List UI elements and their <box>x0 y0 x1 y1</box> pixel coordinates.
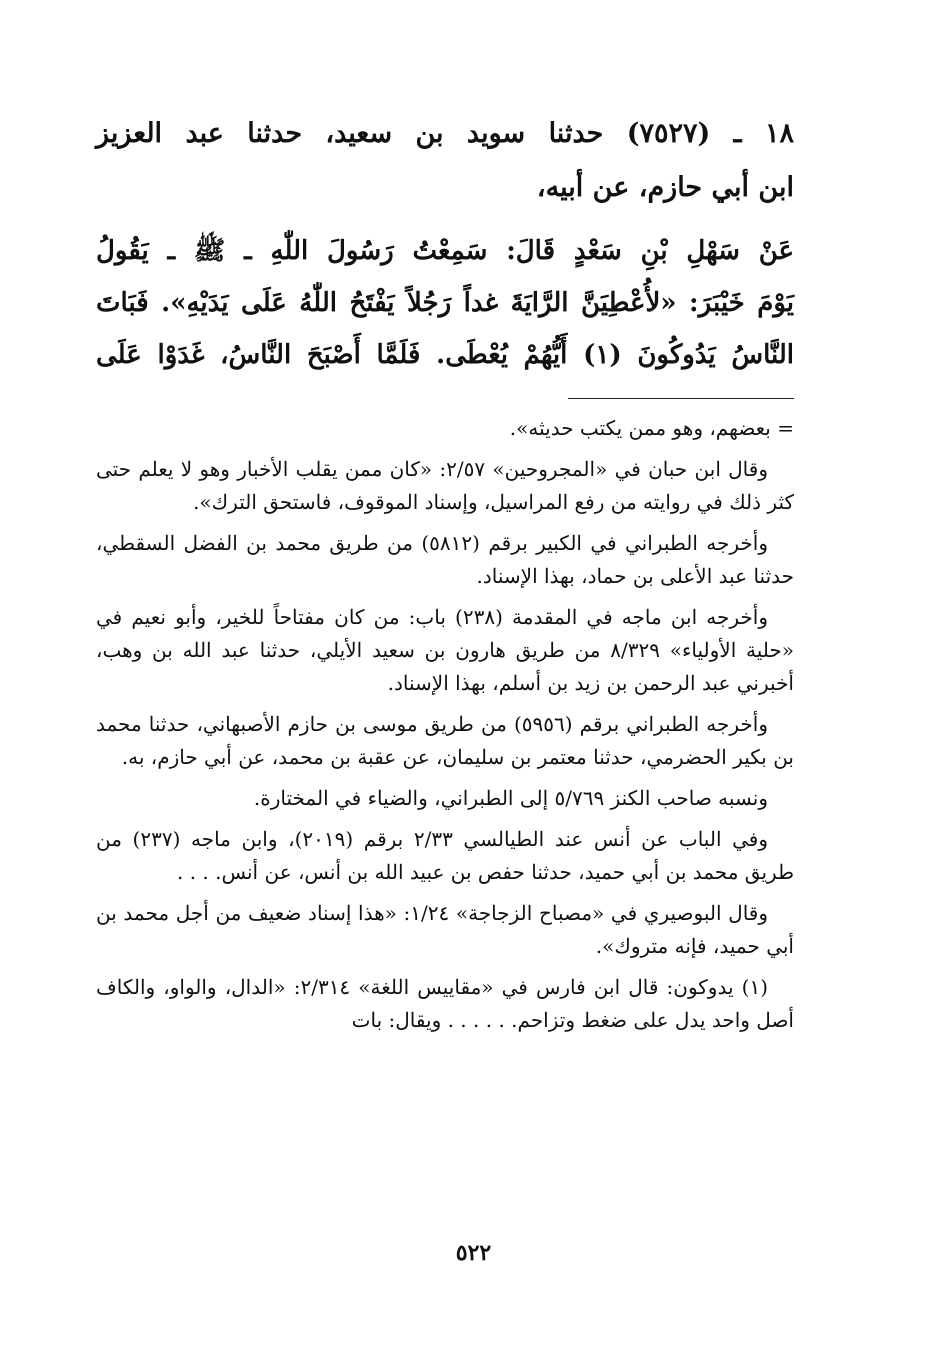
footnote-paragraph: وأخرجه الطبراني برقم (٥٩٥٦) من طريق موسى بن حازم الأصبهاني، حدثنا محمد بن بكير الحضرمي، حدثنا معتمر بن سليمان، عن عقبة بن محمد، عن أبي حازم، به. <box>96 712 794 769</box>
footnote-paragraph: وأخرجه الطبراني في الكبير برقم (٥٨١٢) من طريق محمد بن الفضل السقطي، حدثنا عبد الأعلى بن حماد، بهذا الإسناد. <box>96 531 794 588</box>
hadith-line-1: عَنْ سَهْلِ بْنِ سَعْدٍ قَالَ: سَمِعْتُ رَسُولَ اللّٰهِ ـ ﷺ ـ يَقُولُ <box>96 236 794 266</box>
footnote-separator <box>568 398 794 399</box>
header-line-1: ١٨ ـ (٧٥٢٧) حدثنا سويد بن سعيد، حدثنا عبد العزيز <box>96 118 794 149</box>
footnote-paragraph: وفي الباب عن أنس عند الطيالسي ٢/٣٣ برقم (٢٠١٩)، وابن ماجه (٢٣٧) من طريق محمد بن أبي حميد، حدثنا حفص بن عبيد الله بن أنس، عن أنس. . . . <box>96 827 794 884</box>
hadith-line-2: يَوْمَ خَيْبَرَ: «لأُعْطِيَنَّ الرَّايَةَ غداً رَجُلاً يَفْتَحُ اللّٰهُ عَلَى يَدَيْهِ». فَبَاتَ <box>96 288 794 318</box>
footnote-paragraph: وقال ابن حبان في «المجروحين» ٢/٥٧: «كان ممن يقلب الأخبار وهو لا يعلم حتى كثر ذلك في روايته من رفع المراسيل، وإسناد الموقوف، فاستحق الترك». <box>96 457 794 514</box>
footnotes <box>96 412 794 1037</box>
footnote-paragraph: (١) يدوكون: قال ابن فارس في «مقاييس اللغة» ٢/٣١٤: «الدال، والواو، والكاف أصل واحد يدل على ضغط وتزاحم. . . . . . ويقال: بات <box>96 975 794 1032</box>
header-line-2: ابن أبي حازم، عن أبيه، <box>536 172 794 203</box>
footnote-paragraph: وقال البوصيري في «مصباح الزجاجة» ١/٢٤: «هذا إسناد ضعيف من أجل محمد بن أبي حميد، فإنه متروك». <box>96 901 794 958</box>
footnote-continuation: = بعضهم، وهو ممن يكتب حديثه». <box>509 416 794 440</box>
footnote-paragraph: ونسبه صاحب الكنز ٥/٧٦٩ إلى الطبراني، والضياء في المختارة. <box>253 786 768 810</box>
page-number: ٥٢٢ <box>455 1240 492 1266</box>
footnote-paragraph: وأخرجه ابن ماجه في المقدمة (٢٣٨) باب: من كان مفتاحاً للخير، وأبو نعيم في «حلية الأولياء» ٨/٣٢٩ من طريق هارون بن سعيد الأيلي، حدثنا عبد الله بن وهب، أخبرني عبد الرحمن بن زيد بن أسلم، بهذا الإسناد. <box>96 605 795 695</box>
hadith-line-3: النَّاسُ يَدُوكُونَ (١) أَيُّهُمْ يُعْطَى. فَلَمَّا أَصْبَحَ النَّاسُ، غَدَوْا عَلَى <box>96 340 794 370</box>
